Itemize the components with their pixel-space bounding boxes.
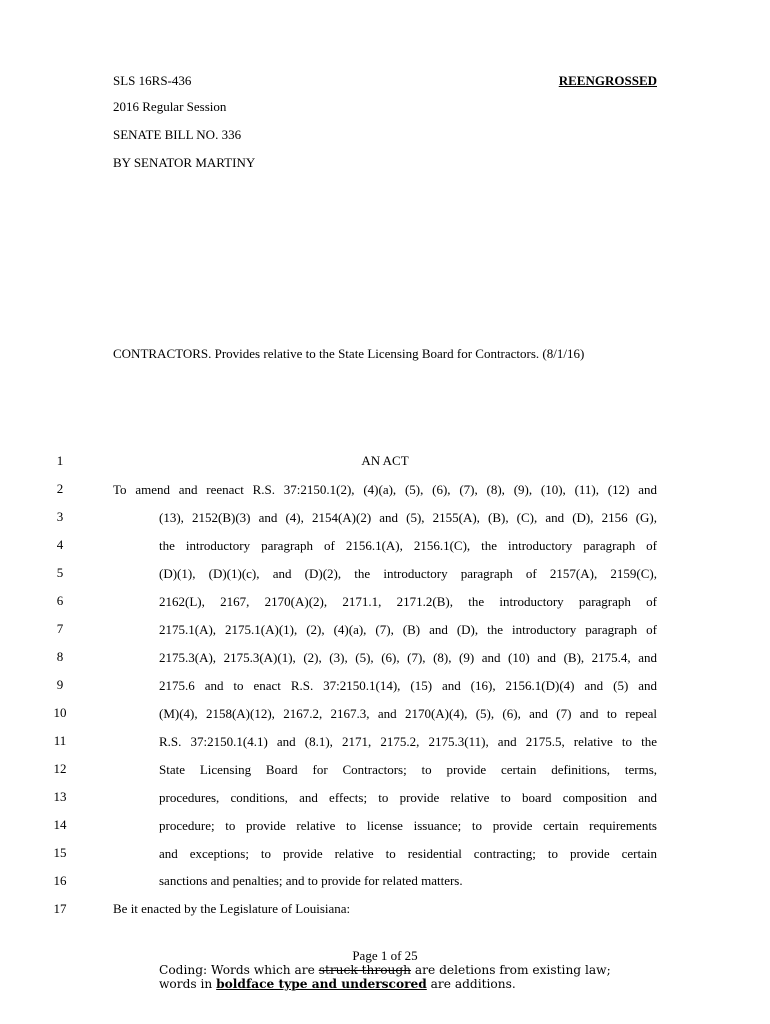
bill-line: the introductory paragraph of 2156.1(A), 2156.1(C), the introductory paragraph of — [159, 538, 657, 553]
line-number: 9 — [56, 677, 64, 692]
coding-text: Coding: Words which are — [159, 963, 319, 977]
line-number: 8 — [56, 649, 64, 664]
bill-number: SENATE BILL NO. 336 — [113, 127, 242, 142]
line-number: 14 — [53, 817, 67, 832]
line-number: 12 — [53, 761, 67, 776]
line-number: 1 — [56, 453, 64, 468]
bill-line: and exceptions; to provide relative to residential contracting; to provide certain — [159, 846, 657, 861]
line-number: 5 — [56, 565, 64, 580]
line-number: 2 — [56, 481, 64, 496]
coding-text: words in — [159, 977, 217, 991]
line-number: 4 — [56, 537, 64, 552]
coding-text: are additions. — [426, 977, 516, 991]
page-number: Page 1 of 25 — [352, 948, 418, 963]
line-number: 6 — [56, 593, 64, 608]
line-number: 11 — [53, 733, 67, 748]
line-number: 17 — [53, 901, 67, 916]
coding-legend-line-2 — [159, 977, 516, 991]
bill-line: (13), 2152(B)(3) and (4), 2154(A)(2) and (5), 2155(A), (B), (C), and (D), 2156 (G), — [159, 510, 657, 525]
struck-through-sample: struck through — [318, 963, 412, 977]
bill-line: procedure; to provide relative to license issuance; to provide certain requirements — [159, 818, 657, 833]
line-number: 13 — [53, 789, 67, 804]
bill-line: 2175.1(A), 2175.1(A)(1), (2), (4)(a), (7), (B) and (D), the introductory paragraph of — [159, 622, 657, 637]
bill-line: 2162(L), 2167, 2170(A)(2), 2171.1, 2171.2(B), the introductory paragraph of — [159, 594, 657, 609]
bill-author: BY SENATOR MARTINY — [113, 155, 256, 170]
coding-text: are deletions from existing law; — [411, 963, 611, 977]
bill-line: sanctions and penalties; and to provide for related matters. — [159, 873, 463, 888]
line-number: 3 — [56, 509, 64, 524]
boldface-underscored-sample: boldface type and underscored — [216, 977, 427, 991]
line-number: 16 — [53, 873, 67, 888]
bill-line: procedures, conditions, and effects; to provide relative to board composition and — [159, 790, 657, 805]
line-number: 10 — [53, 705, 67, 720]
act-title: AN ACT — [361, 453, 409, 468]
bill-line: State Licensing Board for Contractors; to provide certain definitions, terms, — [159, 762, 657, 777]
enacting-clause: Be it enacted by the Legislature of Louisiana: — [113, 901, 351, 916]
session-label: 2016 Regular Session — [113, 99, 227, 114]
bill-digest: CONTRACTORS. Provides relative to the State Licensing Board for Contractors. (8/1/16) — [113, 346, 585, 361]
bill-line: 2175.3(A), 2175.3(A)(1), (2), (3), (5), (6), (7), (8), (9) and (10) and (B), 2175.4, and — [159, 650, 657, 665]
reengrossed-label: REENGROSSED — [558, 73, 657, 88]
bill-line: (M)(4), 2158(A)(12), 2167.2, 2167.3, and 2170(A)(4), (5), (6), and (7) and to repeal — [159, 706, 657, 721]
line-number: 7 — [56, 621, 64, 636]
bill-line: (D)(1), (D)(1)(c), and (D)(2), the introductory paragraph of 2157(A), 2159(C), — [159, 566, 657, 581]
coding-legend-line-1 — [159, 963, 611, 977]
bill-line: 2175.6 and to enact R.S. 37:2150.1(14), (15) and (16), 2156.1(D)(4) and (5) and — [159, 678, 657, 693]
bill-line: R.S. 37:2150.1(4.1) and (8.1), 2171, 2175.2, 2175.3(11), and 2175.5, relative to the — [159, 734, 657, 749]
bill-code: SLS 16RS-436 — [113, 73, 192, 88]
line-number: 15 — [53, 845, 67, 860]
bill-line: To amend and reenact R.S. 37:2150.1(2), (4)(a), (5), (6), (7), (8), (9), (10), (11), (12) and — [113, 482, 657, 497]
